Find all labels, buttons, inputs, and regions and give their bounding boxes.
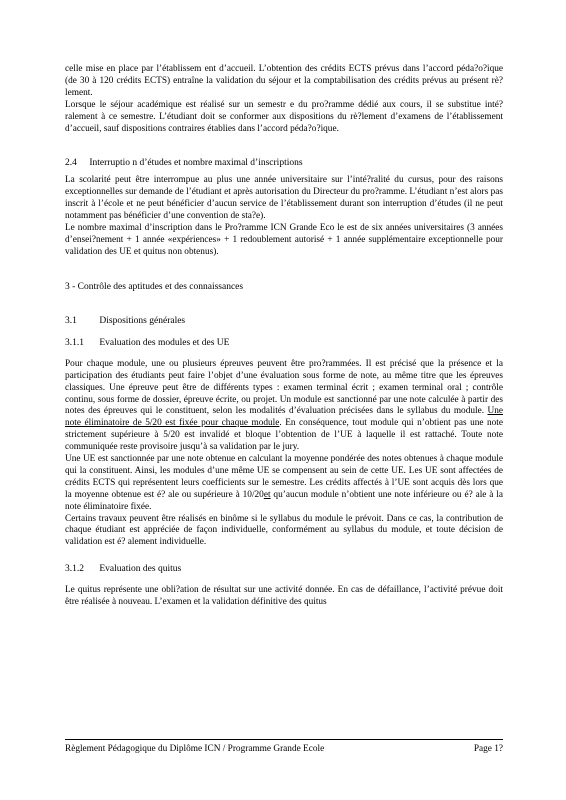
text-run: qu’aucun module n’obtient une note inférieure ou é? ale à la note éliminatoire fixée. — [65, 489, 503, 512]
footer-title: Règlement Pédagogique du Diplôme ICN / Programme Grande Ecole — [65, 744, 325, 754]
document-body — [65, 64, 503, 609]
paragraph-interruption: La scolarité peut être interrompue au plus une année universitaire sur l’inté?ralité du cursus, pour des raisons exceptionnelles sur demande de l’étudiant et après autorisation du Directeur du pro?ramme. L’étudiant n’est alors pas inscrit à l’école et ne peut bénéficier d’aucun service de l’établissement durant son interruption d’études (il ne peut notamment pas bénéficier d’une convention de sta?e). — [65, 175, 503, 222]
text-run: . En conséquence, tout module qui n’obtient pas une note strictement supérieure à 5/20 est invalidé et bloque l’obtention de l’UE à laquelle il est rattaché. Toute note communiquée reste provisoire jusqu’à sa validation par le jury. — [65, 418, 503, 453]
section-heading-3-1-1 — [65, 337, 503, 349]
section-number: 3.1.2 — [65, 564, 84, 575]
section-title: Dispositions générales — [99, 315, 186, 326]
section-title: Interruptio n d’études et nombre maximal d’inscriptions — [89, 158, 303, 169]
paragraph-max-enrolment: Le nombre maximal d’inscription dans le Pro?ramme ICN Grande Eco le est de six années universitaires (3 années d’ensei?nement + 1 année «expériences» + 1 redoublement autorisé + 1 année supplémentaire exceptionnelle pour validation des UE et quitus non obtenus). — [65, 223, 503, 257]
section-heading-3-1-2 — [65, 563, 503, 575]
paragraph-semester-substitution: Lorsque le séjour académique est réalisé sur un semestr e du pro?ramme dédié aux cours, il se substitue inté?ralement à ce semestre. L’étudiant doit se conformer aux dispositions du rè?lement d’examens de l’établissement d’accueil, sauf dispositions contraires établies dans l’accord péda?o?ique. — [65, 99, 503, 134]
underlined-rule: Une note éliminatoire de 5/20 est fixée pour chaque module — [65, 406, 503, 429]
section-number: 2.4 — [65, 158, 77, 169]
section-heading-3-1 — [65, 315, 503, 327]
text-run: Pour chaque module, une ou plusieurs épreuves peuvent être pro?rammées. Il est précisé que la présence et la participation des étudiants peut faire l’objet d’une évaluation sous forme de note, au même titre que les épreuves classiques. Une épreuve peut être de différents types : examen terminal écrit ; examen terminal oral ; contrôle continu, sous forme de dossier, épreuve écrite, ou projet. Un module est sanctionné par une note calculée à partir des notes des épreuves qui le constituent, selon les modalités d’évaluation précisées dans le syllabus du module. — [65, 358, 503, 417]
paragraph-ue-evaluation — [65, 454, 503, 514]
paragraph-group-work: Certains travaux peuvent être réalisés en binôme si le syllabus du module le prévoit. Dans ce cas, la contribution de chaque étudiant est appréciée de façon individuelle, conformément au syllabus du module, et toute décision de validation est é? alement individuelle. — [65, 513, 503, 548]
page-number: Page 1? — [473, 744, 503, 754]
paragraph-quitus: Le quitus représente une obli?ation de résultat sur une activité donnée. En cas de défaillance, l’activité prévue doit être réalisée à nouveau. L’examen et la validation définitive des quitus — [65, 585, 503, 608]
section-number: 3.1 — [65, 315, 77, 326]
section-title: Evaluation des quitus — [99, 564, 182, 575]
paragraph-module-evaluation — [65, 359, 503, 454]
section-number: 3.1.1 — [65, 337, 84, 348]
text-run: Une UE est sanctionnée par une note obtenue en calculant la moyenne pondérée des notes obtenues à chaque module qui la constituent. Ainsi, les modules d’une même UE se compensent au sein de cette UE. Les UE sont affectées de crédits ECTS qui représentent leurs coefficients sur le semestre. Les crédits affectés à l’UE sont acquis dès lors que la moyenne obtenue est é? ale ou supérieure à 10/20 — [65, 454, 503, 500]
paragraph-ects-validation: celle mise en place par l’établissem ent d’accueil. L’obtention des crédits ECTS prévus dans l’accord péda?o?ique (de 30 à 120 crédits ECTS) entraîne la validation du séjour et la comptabilisation des crédits prévus au présent rè?lement. — [65, 64, 503, 98]
underlined-word: et — [263, 489, 271, 500]
chapter-heading-3: 3 - Contrôle des aptitudes et des connaissances — [65, 281, 244, 292]
section-title: Evaluation des modules et des UE — [99, 337, 230, 348]
section-heading-2-4 — [65, 157, 503, 169]
page-footer — [65, 739, 503, 755]
